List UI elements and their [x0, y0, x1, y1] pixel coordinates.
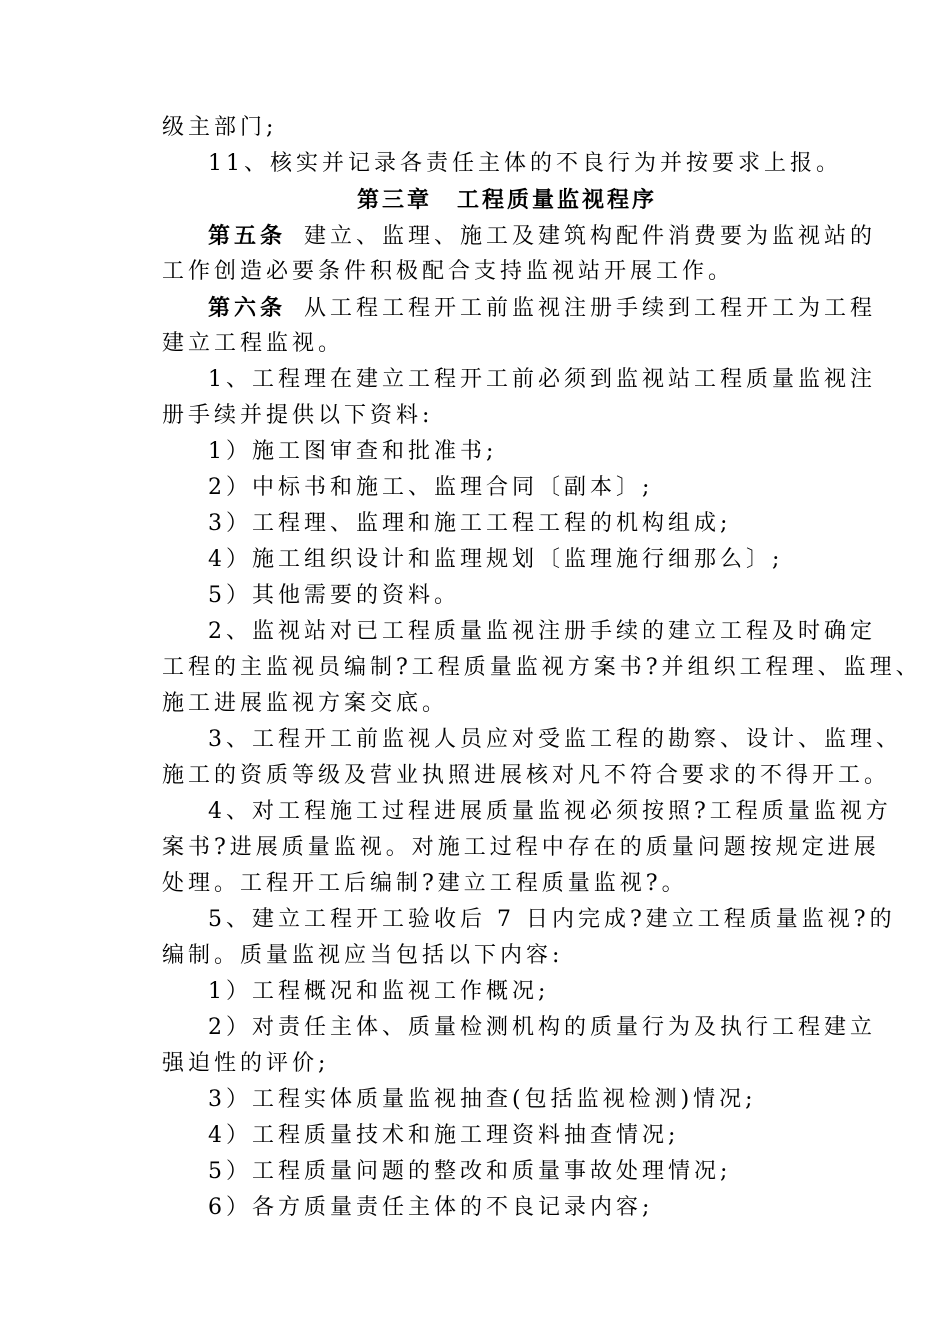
sub-list-item: 2）中标书和施工、监理合同〔副本〕;	[208, 475, 654, 500]
text-line: 建立工程监视。	[162, 331, 345, 356]
sub-list-item: 1）工程概况和监视工作概况;	[208, 979, 550, 1004]
list-item: 3、工程开工前监视人员应对受监工程的勘察、设计、监理、	[208, 727, 902, 752]
text-line: 工程的主监视员编制?工程质量监视方案书?并组织工程理、监理、	[162, 655, 922, 680]
text-line: 施工进展监视方案交底。	[162, 691, 449, 716]
sub-list-item: 3）工程实体质量监视抽查(包括监视检测)情况;	[208, 1087, 757, 1112]
text-line: 编制。质量监视应当包括以下内容:	[162, 943, 564, 968]
sub-list-item: 3）工程理、监理和施工工程工程的机构组成;	[208, 511, 732, 536]
article-text: 从工程工程开工前监视注册手续到工程开工为工程	[304, 296, 877, 321]
sub-list-item: 4）施工组织设计和监理规划〔监理施行细那么〕;	[208, 547, 784, 572]
sub-list-item: 5）工程质量问题的整改和质量事故处理情况;	[208, 1159, 732, 1184]
article-text: 建立、监理、施工及建筑构配件消费要为监视站的	[304, 224, 877, 249]
list-item: 4、对工程施工过程进展质量监视必须按照?工程质量监视方	[208, 799, 892, 824]
list-item: 5、建立工程开工验收后 7 日内完成?建立工程质量监视?的	[208, 907, 896, 932]
text-line: 工作创造必要条件积极配合支持监视站开展工作。	[162, 259, 735, 284]
text-line: 册手续并提供以下资料:	[162, 403, 434, 428]
list-item: 2、监视站对已工程质量监视注册手续的建立工程及时确定	[208, 619, 876, 644]
sub-list-item: 4）工程质量技术和施工理资料抽查情况;	[208, 1123, 680, 1148]
chapter-heading: 第三章 工程质量监视程序	[356, 187, 657, 213]
article-paragraph	[162, 290, 877, 326]
list-item: 11、核实并记录各责任主体的不良行为并按要求上报。	[208, 151, 842, 176]
text-line: 强迫性的评价;	[162, 1051, 330, 1076]
text-line: 案书?进展质量监视。对施工过程中存在的质量问题按规定进展	[162, 835, 880, 860]
sub-list-item: 5）其他需要的资料。	[208, 583, 460, 608]
sub-list-item: 2）对责任主体、质量检测机构的质量行为及执行工程建立	[208, 1015, 876, 1040]
text-line: 施工的资质等级及营业执照进展核对凡不符合要求的不得开工。	[162, 763, 891, 788]
article-label: 第五条	[208, 223, 287, 249]
list-item: 1、工程理在建立工程开工前必须到监视站工程质量监视注	[208, 367, 876, 392]
text-line: 级主部门;	[162, 115, 278, 140]
sub-list-item: 6）各方质量责任主体的不良记录内容;	[208, 1195, 654, 1220]
text-line: 处理。工程开工后编制?建立工程质量监视?。	[162, 871, 688, 896]
document-body	[162, 110, 922, 1226]
sub-list-item: 1）施工图审查和批准书;	[208, 439, 498, 464]
article-label: 第六条	[208, 295, 287, 321]
article-paragraph	[162, 218, 877, 254]
